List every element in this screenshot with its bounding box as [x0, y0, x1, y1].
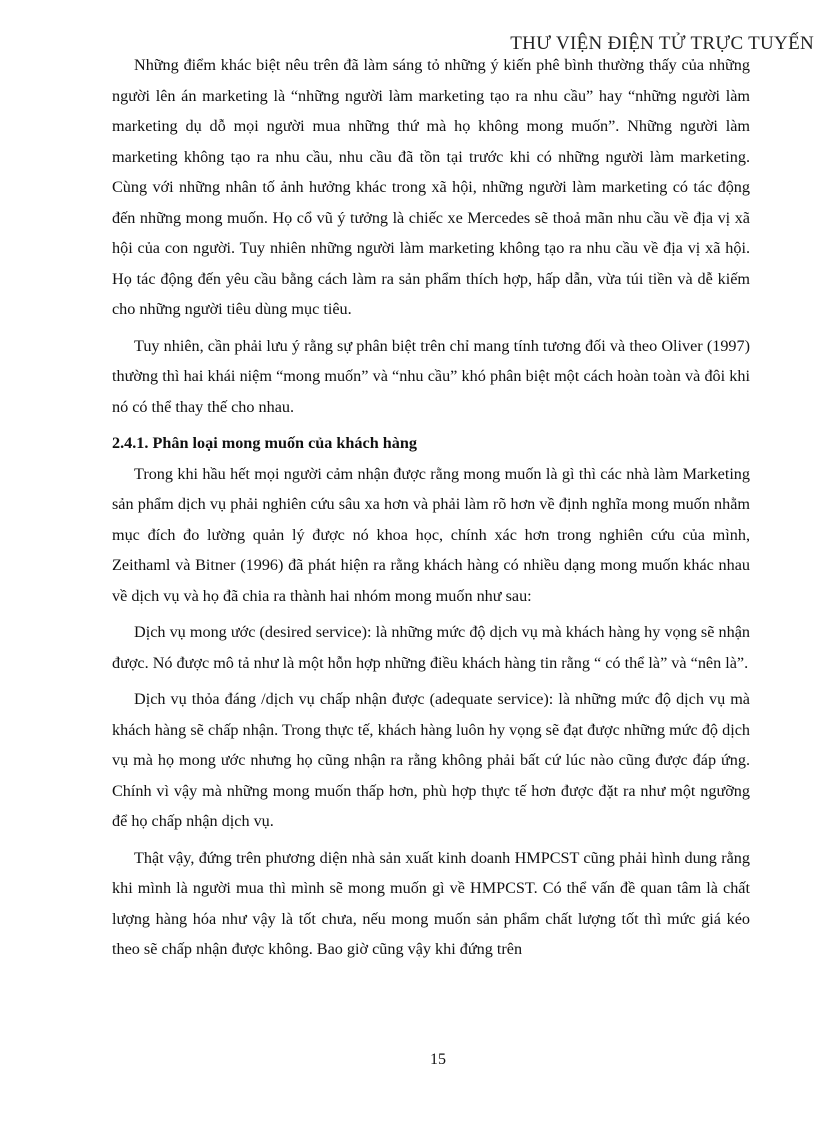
paragraph: Trong khi hầu hết mọi người cảm nhận được rằng mong muốn là gì thì các nhà làm Marketing sản phẩm dịch vụ phải nghiên cứu sâu xa hơn và phải làm rõ hơn về định nghĩa mong muốn nhằm mục đích đo lường quản lý được nó khoa học, chính xác hơn trong nghiên cứu của mình, Zeithaml và Bitner (1996) đã phát hiện ra rằng khách hàng có nhiều dạng mong muốn khác nhau về dịch vụ và họ đã chia ra thành hai nhóm mong muốn như sau:: [112, 464, 750, 605]
document-body: [112, 50, 750, 971]
section-heading: 2.4.1. Phân loại mong muốn của khách hàng: [112, 434, 417, 452]
paragraph: Tuy nhiên, cần phải lưu ý rằng sự phân biệt trên chỉ mang tính tương đối và theo Oliver (1997) thường thì hai khái niệm “mong muốn” và “nhu cầu” khó phân biệt một cách hoàn toàn và đôi khi nó có thể thay thế cho nhau.: [112, 336, 750, 416]
paragraph: Dịch vụ mong ước (desired service): là những mức độ dịch vụ mà khách hàng hy vọng sẽ nhận được. Nó được mô tả như là một hỗn hợp những điều khách hàng tin rằng “ có thể là” và “nên là”.: [112, 623, 750, 672]
paragraph: Thật vậy, đứng trên phương diện nhà sản xuất kinh doanh HMPCST cũng phải hình dung rằng khi mình là người mua thì mình sẽ mong muốn gì về HMPCST. Có thể vấn đề quan tâm là chất lượng hàng hóa như vậy là tốt chưa, nếu mong muốn sản phẩm chất lượng tốt thì mức giá kéo theo sẽ chấp nhận được không. Bao giờ cũng vậy khi đứng trên: [112, 848, 750, 958]
paragraph: Những điểm khác biệt nêu trên đã làm sáng tỏ những ý kiến phê bình thường thấy của những người lên án marketing là “những người làm marketing tạo ra nhu cầu” hay “những người làm marketing dụ dỗ mọi người mua những thứ mà họ không mong muốn”. Những người làm marketing không tạo ra nhu cầu, nhu cầu đã tồn tại trước khi có những người làm marketing. Cùng với những nhân tố ảnh hưởng khác trong xã hội, những người làm marketing có tác động đến những mong muốn. Họ cổ vũ ý tưởng là chiếc xe Mercedes sẽ thoả mãn nhu cầu về địa vị xã hội của con người. Tuy nhiên những người làm marketing không tạo ra nhu cầu về địa vị xã hội. Họ tác động đến yêu cầu bằng cách làm ra sản phẩm thích hợp, hấp dẫn, vừa túi tiền và dễ kiếm cho những người tiêu dùng mục tiêu.: [112, 56, 750, 318]
watermark-header: THƯ VIỆN ĐIỆN TỬ TRỰC TUYẾN: [510, 33, 814, 54]
page-number: 15: [430, 1051, 446, 1068]
paragraph: Dịch vụ thỏa đáng /dịch vụ chấp nhận được (adequate service): là những mức độ dịch vụ mà khách hàng sẽ chấp nhận. Trong thực tế, khách hàng luôn hy vọng sẽ đạt được những mức độ dịch vụ mà họ mong ước nhưng họ cũng nhận ra rằng không phải bất cứ lúc nào cũng được đáp ứng. Chính vì vậy mà những mong muốn thấp hơn, phù hợp thực tế hơn được đặt ra như một ngưỡng để họ chấp nhận dịch vụ.: [112, 690, 750, 830]
